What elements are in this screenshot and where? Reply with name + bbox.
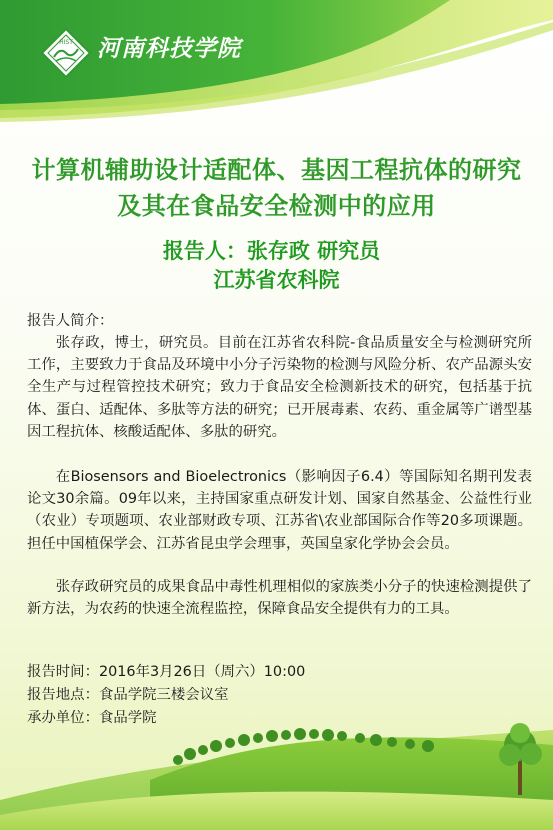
school-logo — [40, 27, 92, 79]
logo-text: HIST — [59, 39, 73, 46]
report-location: 报告地点：食品学院三楼会议室 — [27, 687, 229, 703]
reporter-affiliation: 江苏省农科院 — [213, 268, 340, 292]
intro-paragraph-1: 张存政，博士，研究员。目前在江苏省农科院-食品质量安全与检测研究所工作，主要致力于食品及环境中小分子污染物的检测与风险分析、农产品源头安全生产与过程管控技术研究；致力于食品安全检测新技术的研究，包括基于抗体、蛋白、适配体、多肽等方法的研究；已开展毒素、农药、重金属等广谱型基因工程抗体、核酸适配体、多肽的研究。 — [27, 335, 532, 440]
school-name: 河南科技学院 — [97, 35, 241, 62]
lecture-title-line2: 及其在食品安全检测中的应用 — [117, 192, 436, 220]
report-time: 报告时间：2016年3月26日（周六）10:00 — [27, 664, 306, 680]
landscape-illustration — [0, 690, 553, 830]
reporter-name: 报告人：张存政 研究员 — [162, 239, 381, 263]
lecture-title-line1: 计算机辅助设计适配体、基因工程抗体的研究 — [31, 156, 522, 184]
organizer: 承办单位：食品学院 — [27, 710, 157, 726]
intro-paragraph-2: 在Biosensors and Bioelectronics（影响因子6.4）等国际知名期刊发表论文30余篇。09年以来，主持国家重点研发计划、国家自然基金、公益性行业（农业）专项题项、农业部财政专项、江苏省\农业部国际合作等20多项课题。担任中国植保学会、江苏省昆虫学会理事，英国皇家化学协会会员。 — [27, 469, 532, 552]
intro-label: 报告人简介： — [27, 313, 114, 329]
intro-paragraph-3: 张存政研究员的成果食品中毒性机理相似的家族类小分子的快速检测提供了新方法，为农药的快速全流程监控，保障食品安全提供有力的工具。 — [27, 579, 532, 618]
